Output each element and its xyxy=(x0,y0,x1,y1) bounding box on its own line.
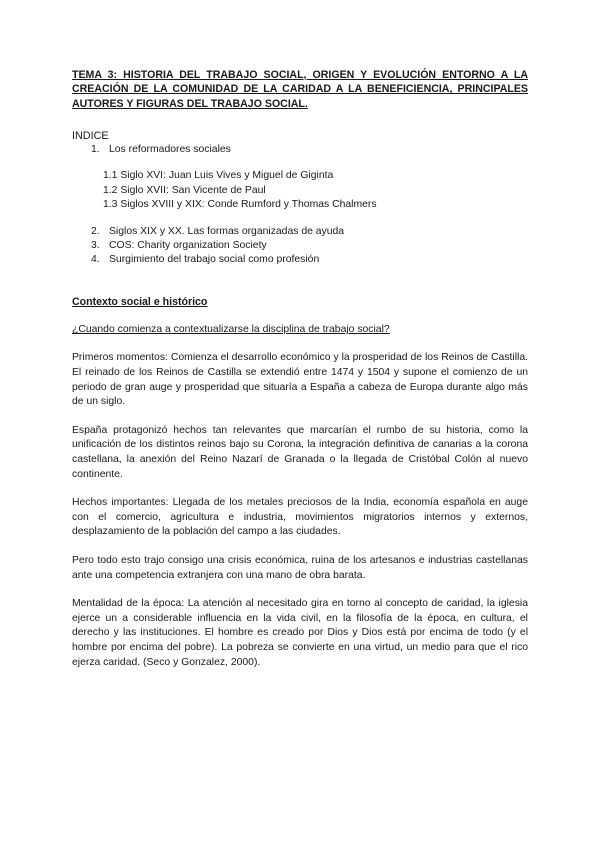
index-list-top xyxy=(72,143,528,157)
index-item-text: Los reformadores sociales xyxy=(109,143,231,155)
paragraph-5: Mentalidad de la época: La atención al necesitado gira en torno al concepto de caridad, la iglesia ejerce un a considerable influencia en la vida civil, en la filosofía de la época, en cultura, el derecho y las instituciones. El hombre es creado por Dios y Dios está por encima de todo (y el hombre por encima del pobre). La pobreza se convierte en una virtud, un medio para que el rico ejerza caridad. (Seco y Gonzalez, 2000). xyxy=(72,598,528,668)
index-item-text: COS: Charity organization Society xyxy=(109,240,267,252)
index-item-number: 4. xyxy=(91,254,100,266)
index-item-4 xyxy=(72,253,528,267)
index-list-bottom xyxy=(72,225,528,268)
section-question: ¿Cuando comienza a contextualizarse la disciplina de trabajo social? xyxy=(72,324,390,336)
index-heading: INDICE xyxy=(72,129,109,142)
index-item-number: 1. xyxy=(91,143,100,155)
index-subitem-1-3: 1.3 Siglos XVIII y XIX: Conde Rumford y Thomas Chalmers xyxy=(103,199,377,211)
index-item-3 xyxy=(72,239,528,253)
paragraph-3: Hechos importantes: Llegada de los metales preciosos de la India, economía española en auge con el comercio, agricultura e industria, movimientos migratorios internos y externos, desplazamiento de la población del campo a las ciudades. xyxy=(72,497,528,538)
index-sublist xyxy=(103,169,528,213)
index-item-number: 2. xyxy=(91,225,100,237)
paragraph-4: Pero todo esto trajo consigo una crisis económica, ruina de los artesanos e industrias castellanas ante una competencia extranjera con una mano de obra barata. xyxy=(72,555,528,581)
index-item-1 xyxy=(72,143,528,157)
section-heading: Contexto social e histórico xyxy=(72,296,208,309)
index-subitem-1-2: 1.2 Siglo XVII: San Vicente de Paul xyxy=(103,184,266,196)
index-subitem-1-1: 1.1 Siglo XVI: Juan Luis Vives y Miguel de Giginta xyxy=(103,170,334,182)
index-item-number: 3. xyxy=(91,240,100,252)
paragraph-1: Primeros momentos: Comienza el desarrollo económico y la prosperidad de los Reinos de Castilla. El reinado de los Reinos de Castilla se extendió entre 1474 y 1504 y supone el comienzo de un periodo de gran auge y prosperidad que situaría a España a cabeza de Europa durante algo más de un siglo. xyxy=(72,352,528,408)
document-title: TEMA 3: HISTORIA DEL TRABAJO SOCIAL, ORIGEN Y EVOLUCIÓN ENTORNO A LA CREACIÓN DE LA COMUNIDAD DE LA CARIDAD A LA BENEFICIENCIA, PRINCIPALES AUTORES Y FIGURAS DEL TRABAJO SOCIAL. xyxy=(72,69,528,110)
document-content xyxy=(72,68,528,670)
index-item-2 xyxy=(72,225,528,239)
paragraph-2: España protagonizó hechos tan relevantes que marcarían el rumbo de su historia, como la unificación de los distintos reinos bajo su Corona, la integración definitiva de canarias a la corona castellana, la anexión del Reino Nazarí de Granada o la llegada de Cristóbal Colón al nuevo continente. xyxy=(72,424,528,480)
index-item-text: Surgimiento del trabajo social como profesión xyxy=(109,254,320,266)
index-item-text: Siglos XIX y XX. Las formas organizadas de ayuda xyxy=(109,225,345,237)
